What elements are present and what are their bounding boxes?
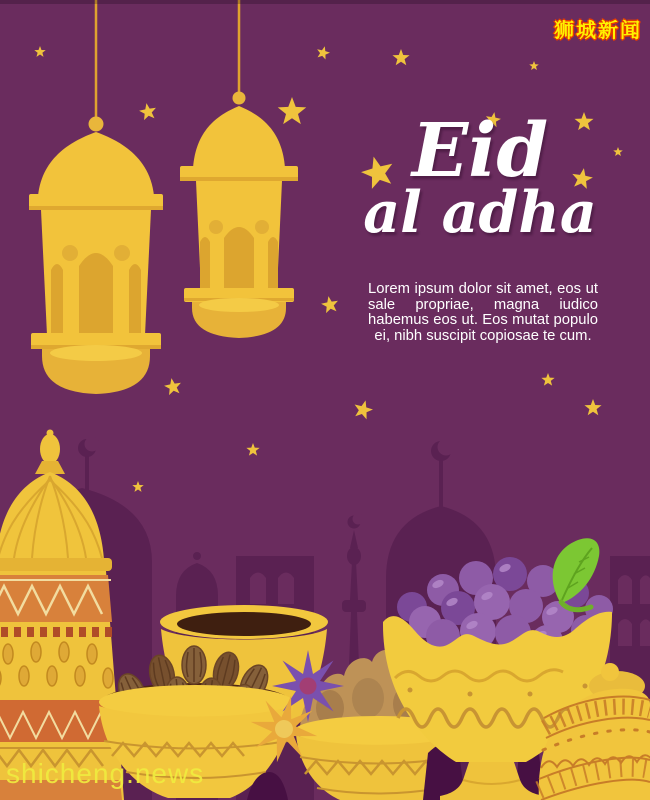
- page-title: [348, 108, 612, 246]
- watermark-top-right: 狮城新闻: [554, 20, 642, 42]
- watermark-bottom-left: shicheng.news: [6, 758, 205, 789]
- top-edge-shade: [0, 0, 650, 4]
- greeting-paragraph: Lorem ipsum dolor sit amet, eos ut sale propriae, magna iudico habemus eos ut. Eos mutat populo ei, nibh suscipit copiosae te cum.: [368, 280, 598, 345]
- title-line-1: Eid: [411, 108, 549, 194]
- anise-flower-icon: [272, 650, 344, 722]
- title-line-2: al adha: [363, 179, 597, 246]
